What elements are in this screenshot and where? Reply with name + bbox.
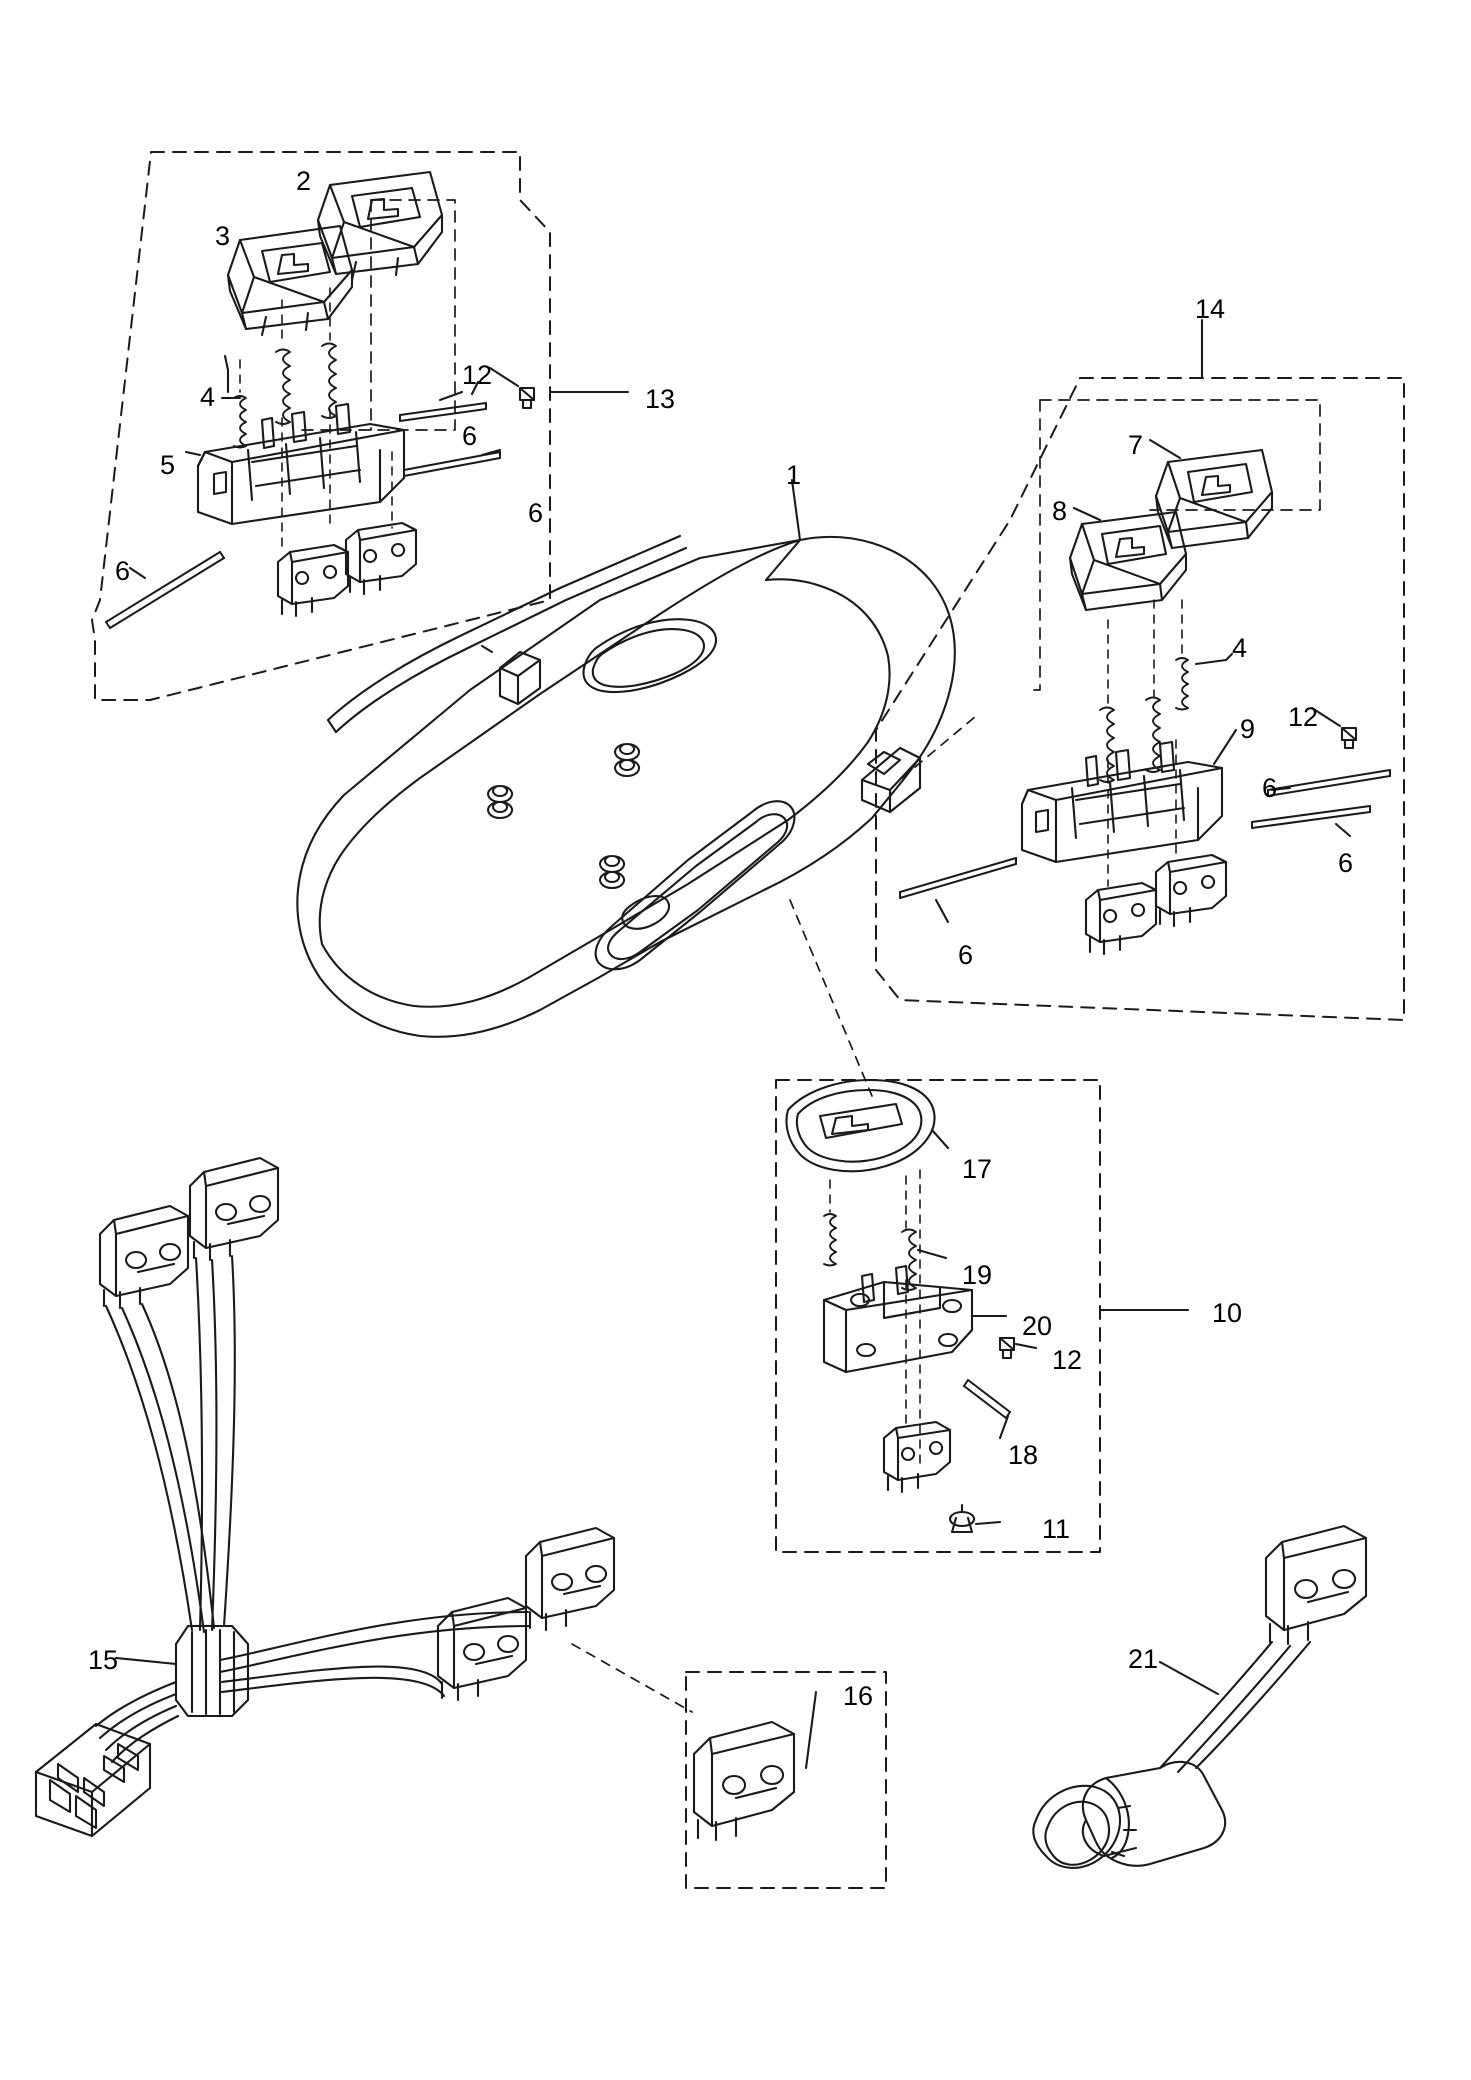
part-18-pin [964,1380,1010,1418]
callout-9: 9 [1240,714,1256,744]
callout-15: 15 [88,1645,119,1675]
callout-1: 1 [786,460,802,490]
callout-12-right: 12 [1288,702,1319,732]
callout-6-right-a: 6 [1262,773,1278,803]
part-20-mounting-plate [824,1266,972,1372]
group-14-boundary [876,378,1404,1020]
part-6-rods-left [106,403,500,628]
leader-18 [1000,1416,1008,1438]
leader-16 [806,1692,816,1768]
callout-6-right-b: 6 [1338,848,1354,878]
part-12-screw-center [1000,1338,1014,1358]
callout-18: 18 [1008,1440,1039,1470]
leader-17 [932,1130,948,1148]
part-21-switch-lead [1033,1526,1366,1868]
callout-21: 21 [1128,1644,1159,1674]
callout-12-center: 12 [1052,1345,1083,1375]
callout-17: 17 [962,1154,993,1184]
screw-bosses [488,744,639,888]
callout-3: 3 [215,221,231,251]
callout-6-left-a: 6 [462,421,478,451]
leader-6-right-b [1336,824,1350,836]
leader-12-left [490,368,518,386]
part-12-screw-left [520,388,534,408]
leader-7 [1150,440,1180,458]
callout-16: 16 [843,1681,874,1711]
callout-11: 11 [1042,1514,1071,1544]
leader-8 [1074,508,1100,520]
part-7-button-cap [1156,450,1272,548]
callout-12-left: 12 [462,360,493,390]
link-cover-to-10 [790,900,872,1096]
callout-7: 7 [1128,430,1144,460]
callout-4-right: 4 [1232,633,1248,663]
link-harness-to-16 [572,1644,692,1712]
callout-13: 13 [645,384,676,414]
leader-4-right [1196,654,1232,664]
callout-19: 19 [962,1260,993,1290]
part-5-carrier-bracket [198,404,404,524]
callout-6-right-c: 6 [958,940,974,970]
microswitch-left-a [278,545,348,616]
part-8-button-cap [1070,512,1186,610]
part-11-grommet [950,1505,974,1532]
callout-6-left-c: 6 [115,556,131,586]
microswitch-left-b [346,523,416,594]
leader-4-left [222,356,240,398]
part-19-spring [824,1214,916,1290]
leader-21 [1160,1662,1218,1694]
leader-15 [116,1658,176,1664]
callout-8: 8 [1052,496,1068,526]
part-16-microswitch [694,1722,794,1840]
callout-5: 5 [160,450,176,480]
part-12-screw-right [1342,728,1356,748]
part-9-carrier-bracket [1022,742,1222,862]
part-3-button-cap [228,226,352,335]
microswitch-right-a [1086,883,1156,954]
callout-10: 10 [1212,1298,1243,1328]
leader-11 [976,1522,1000,1524]
group-13-boundary [92,152,550,700]
microswitch-center [884,1422,950,1492]
part-15-harness [36,1158,614,1836]
callout-2: 2 [296,166,312,196]
leader-12-center [1016,1344,1036,1348]
callout-14: 14 [1195,294,1226,324]
leader-19 [918,1250,946,1258]
leader-5 [186,452,200,455]
part-1-main-cover [297,536,954,1037]
leader-6-left-c [130,568,145,578]
leader-9 [1214,730,1236,764]
link-cover-to-14 [902,716,976,778]
assembly-lines-10 [830,1170,920,1470]
callout-20: 20 [1022,1311,1053,1341]
leader-6-right-c [936,900,948,922]
part-17-trigger-cover [786,1080,934,1171]
callout-6-left-b: 6 [528,498,544,528]
microswitch-right-b [1156,855,1226,926]
callout-4-left: 4 [200,382,216,412]
